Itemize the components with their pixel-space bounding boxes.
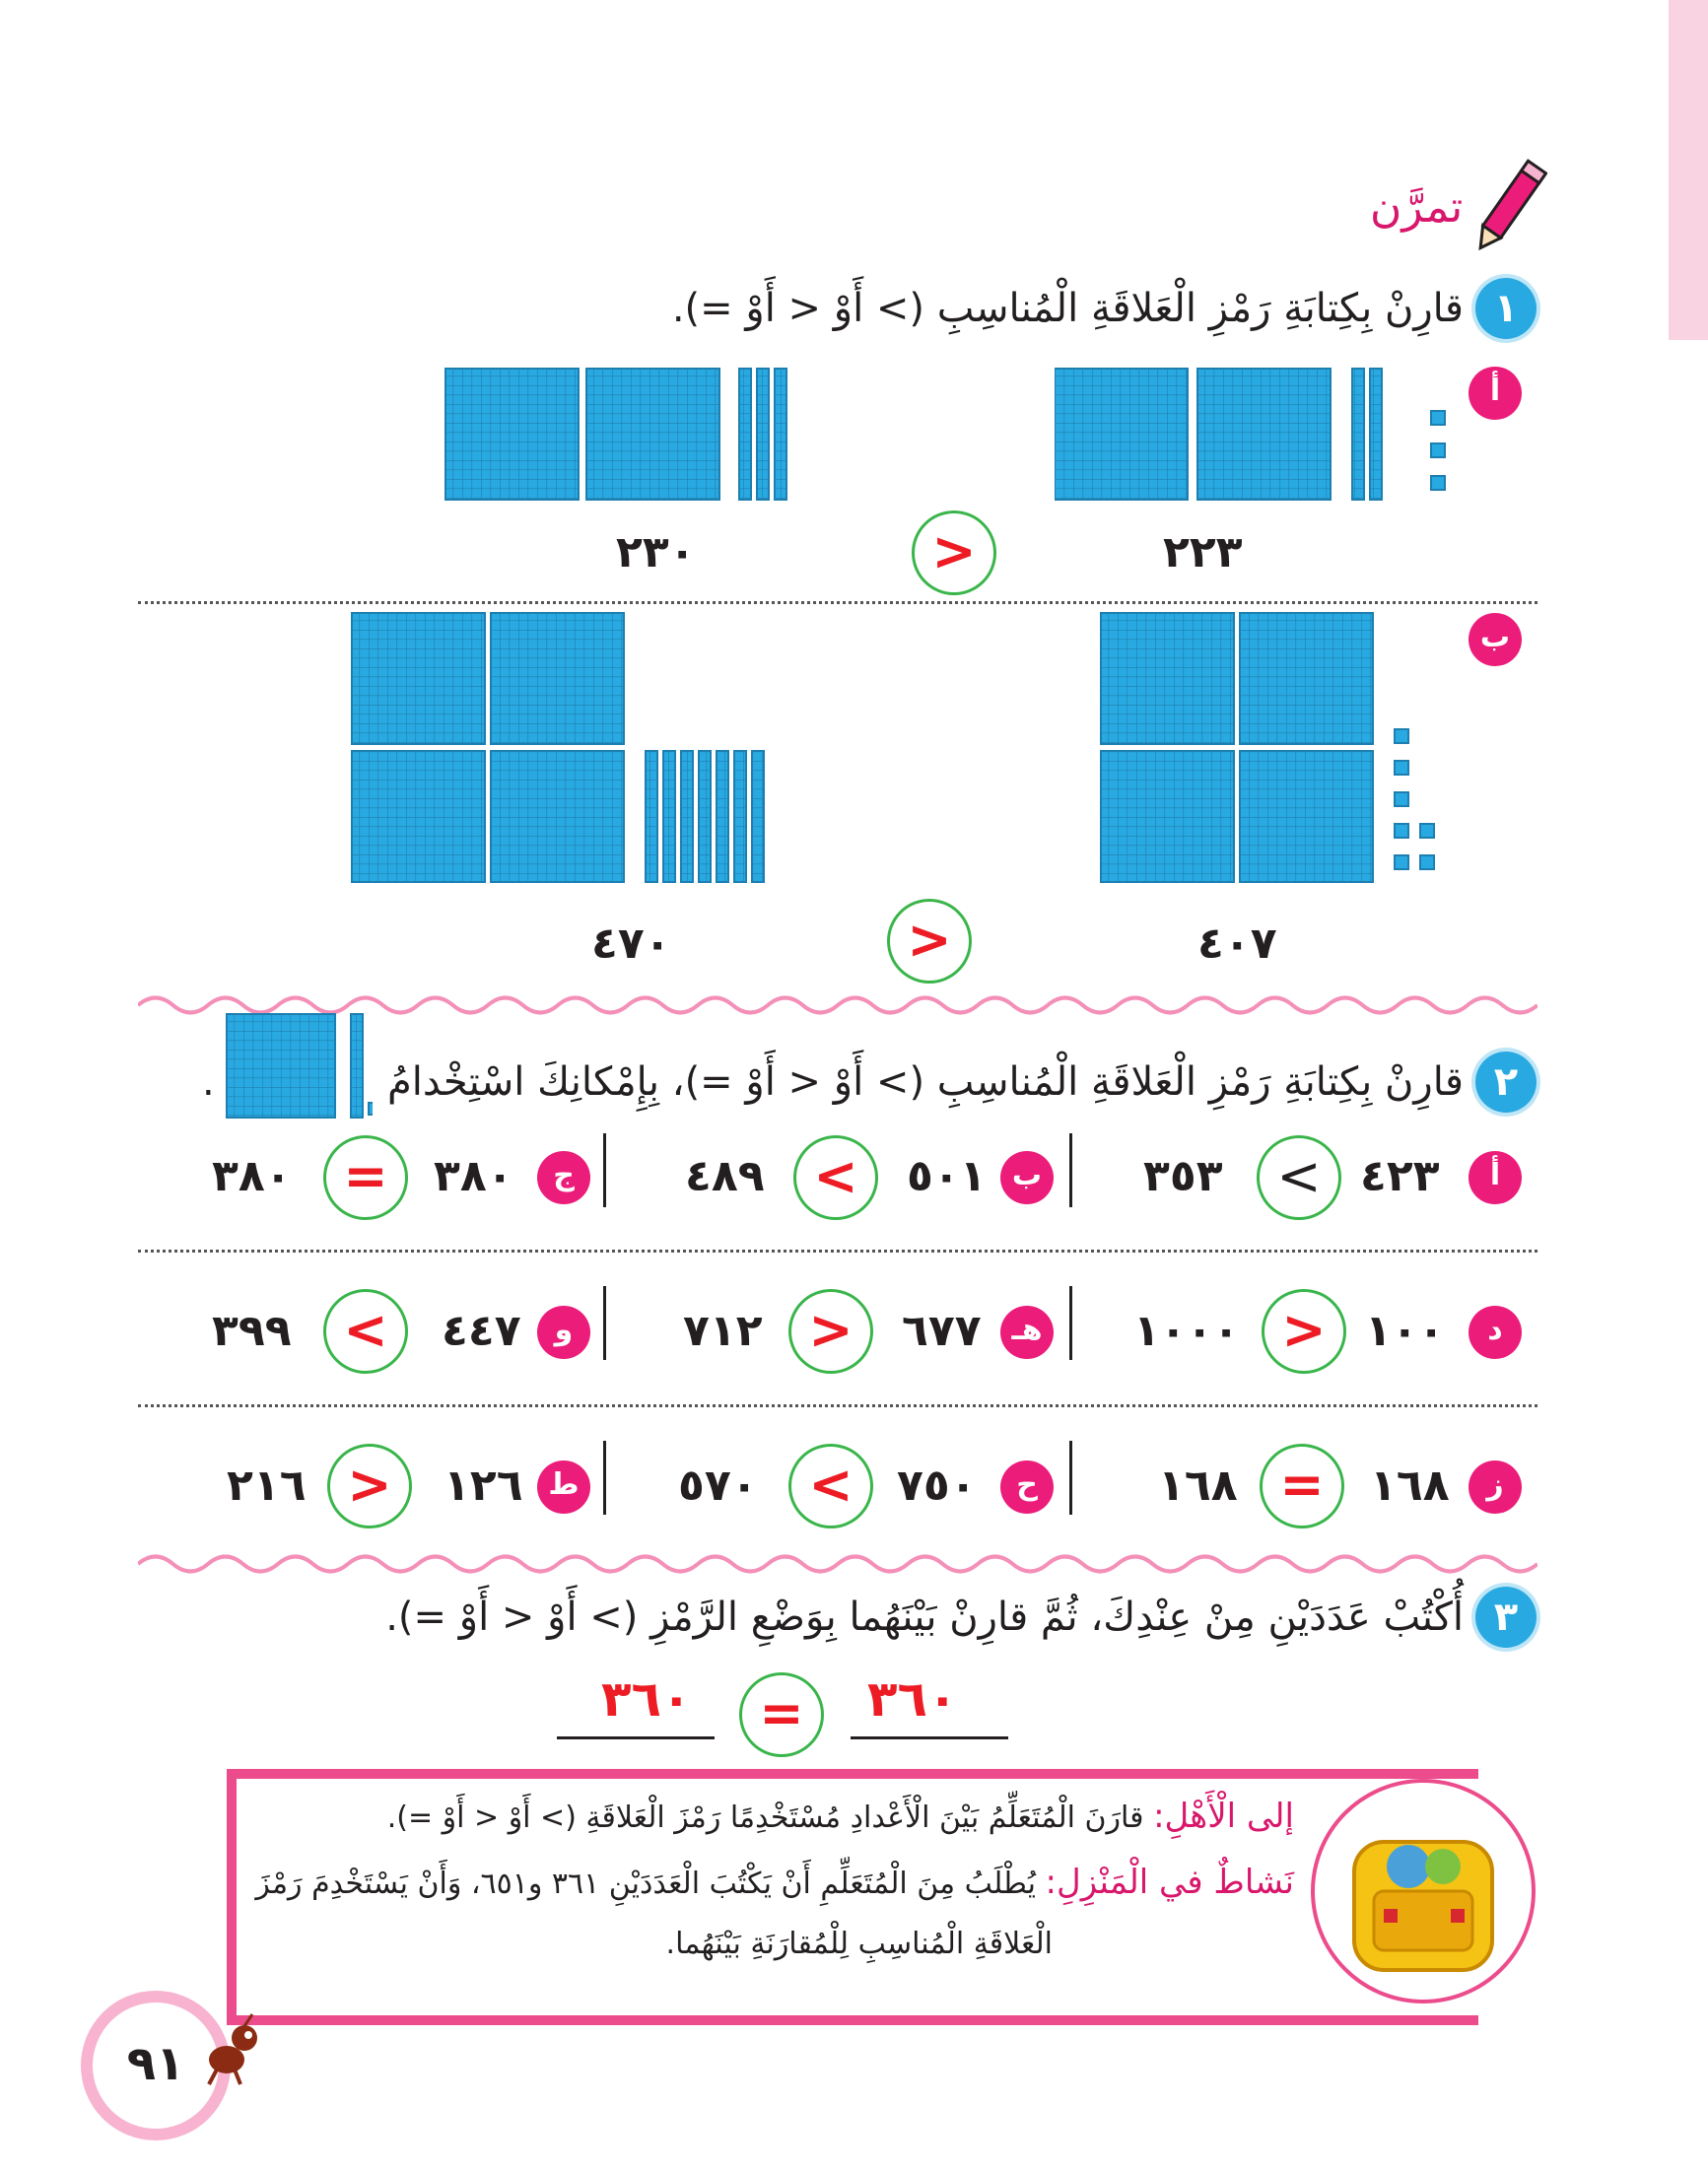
q2-f-answer-circle[interactable]: >: [323, 1289, 408, 1374]
wavy-divider: [138, 1549, 1537, 1579]
divider: [138, 1404, 1537, 1407]
question-3-number: ٣: [1475, 1587, 1537, 1648]
q2-h-answer-circle[interactable]: >: [788, 1444, 873, 1528]
item-label-c: ج: [537, 1151, 590, 1204]
q2-e-right-number: ٦٧٧: [902, 1306, 982, 1356]
column-separator: [1069, 1286, 1072, 1360]
item-label-d: د: [1469, 1306, 1522, 1359]
q2-c-right-number: ٣٨٠: [434, 1151, 513, 1201]
q2-d-left-number: ١٠٠٠: [1133, 1306, 1240, 1356]
home-activity-text: يُطْلَبُ مِنَ الْمُتَعَلِّمِ أَنْ يَكْتُبَ الْعَدَدَيْنِ ٣٦١ و٦٥١، وَأَنْ يَسْتَخْدِمَ رَمْزَ: [255, 1867, 1036, 1901]
q2-c-answer-circle[interactable]: =: [323, 1135, 408, 1220]
question-1-number: ١: [1475, 278, 1537, 339]
question-2-number: ٢: [1475, 1052, 1537, 1113]
q2-b-answer-circle[interactable]: >: [793, 1135, 878, 1220]
base-ten-blocks-470: [350, 611, 823, 887]
hundred-ten-one-blocks: [225, 1012, 373, 1120]
ant-mascot-icon: [197, 2010, 266, 2089]
column-separator: [603, 1441, 606, 1515]
q2-g-left-number: ١٦٨: [1158, 1460, 1238, 1511]
column-separator: [603, 1286, 606, 1360]
q2-e-answer-circle[interactable]: <: [788, 1289, 873, 1374]
q2-c-left-number: ٣٨٠: [212, 1151, 292, 1201]
q2-e-left-number: ٧١٢: [683, 1306, 763, 1356]
q1-a-answer-circle[interactable]: <: [912, 510, 996, 595]
q2-a-answer-circle[interactable]: >: [1257, 1135, 1341, 1220]
question-2-end: .: [202, 1059, 215, 1105]
item-label-b: ب: [1469, 613, 1522, 666]
divider: [138, 601, 1537, 604]
page-edge-strip: [1669, 0, 1708, 340]
q2-g-answer-circle[interactable]: =: [1260, 1444, 1344, 1528]
base-ten-blocks-407: [1099, 611, 1454, 887]
item-label-f: و: [537, 1306, 590, 1359]
question-1-text: قارِنْ بِكِتابَةِ رَمْزِ الْعَلاقَةِ الْمُناسِبِ (> أَوْ < أَوْ =).: [671, 286, 1464, 331]
q2-a-right-number: ٤٢٣: [1360, 1151, 1440, 1201]
divider: [138, 1250, 1537, 1253]
q2-f-left-number: ٣٩٩: [212, 1306, 292, 1356]
q2-b-right-number: ٥٠١: [907, 1151, 987, 1201]
column-separator: [1069, 1133, 1072, 1207]
q2-d-right-number: ١٠٠: [1365, 1306, 1445, 1356]
page-number: ٩١: [81, 1991, 231, 2140]
q2-g-right-number: ١٦٨: [1370, 1460, 1450, 1511]
pencil-icon: [1469, 153, 1547, 261]
base-ten-blocks-223: [1055, 367, 1449, 505]
q1-a-right-number: ٢٢٣: [1163, 527, 1243, 577]
item-label-i: ط: [537, 1460, 590, 1514]
column-separator: [1069, 1441, 1072, 1515]
item-label-a: أ: [1469, 367, 1522, 420]
q2-a-left-number: ٣٥٣: [1143, 1151, 1223, 1201]
q2-b-left-number: ٤٨٩: [685, 1151, 765, 1201]
item-label-h: ح: [1000, 1460, 1054, 1514]
q3-answer-circle[interactable]: =: [739, 1672, 824, 1757]
home-activity-label: نَشاطٌ في الْمَنْزِلِ:: [1045, 1863, 1294, 1902]
question-3-text: أُكْتُبْ عَدَدَيْنِ مِنْ عِنْدِكَ، ثُمَّ قارِنْ بَيْنَهُما بِوَضْعِ الرَّمْزِ (> أَوْ < أَوْ =).: [385, 1595, 1464, 1640]
q1-b-answer-circle[interactable]: <: [887, 899, 972, 984]
item-label-a: أ: [1469, 1151, 1522, 1204]
q3-left-answer[interactable]: ٣٦٠: [601, 1670, 692, 1728]
item-label-g: ز: [1469, 1460, 1522, 1514]
backpack-illustration: [1311, 1779, 1536, 2003]
item-label-b: ب: [1000, 1151, 1054, 1204]
q2-i-left-number: ٢١٦: [227, 1460, 307, 1511]
home-activity-line2: الْعَلاقَةِ الْمُناسِبِ لِلْمُقارَنَةِ بَيْنَهُما.: [665, 1927, 1053, 1961]
exercise-title: تمرَّن: [1370, 182, 1464, 233]
q2-d-answer-circle[interactable]: <: [1262, 1289, 1346, 1374]
parents-text: قارَنَ الْمُتَعَلِّمُ بَيْنَ الْأَعْدادِ مُسْتَخْدِمًا رَمْزَ الْعَلاقَةِ (> أَوْ < أَوْ =).: [386, 1800, 1144, 1835]
parents-note-line1: [387, 1797, 1294, 1836]
q1-a-left-number: ٢٣٠: [616, 527, 696, 577]
q2-h-right-number: ٧٥٠: [897, 1460, 977, 1511]
q2-f-right-number: ٤٤٧: [442, 1306, 521, 1356]
base-ten-blocks-230: [444, 367, 818, 505]
q3-right-answer-line: [851, 1736, 1008, 1739]
q3-right-answer[interactable]: ٣٦٠: [867, 1670, 958, 1728]
q1-b-left-number: ٤٧٠: [591, 918, 671, 969]
home-activity-line: [255, 1863, 1294, 1902]
item-label-e: هـ: [1000, 1306, 1054, 1359]
q1-b-right-number: ٤٠٧: [1197, 918, 1277, 969]
q2-i-answer-circle[interactable]: <: [327, 1444, 412, 1528]
question-2-text: قارِنْ بِكِتابَةِ رَمْزِ الْعَلاقَةِ الْمُناسِبِ (> أَوْ < أَوْ =)، بِإِمْكانِكَ اسْتِخْدامُ: [386, 1059, 1464, 1105]
parents-label: إلى الْأَهْلِ:: [1153, 1797, 1294, 1836]
q2-h-left-number: ٥٧٠: [678, 1460, 758, 1511]
q3-left-answer-line: [557, 1736, 715, 1739]
q2-i-right-number: ١٢٦: [444, 1460, 523, 1511]
column-separator: [603, 1133, 606, 1207]
